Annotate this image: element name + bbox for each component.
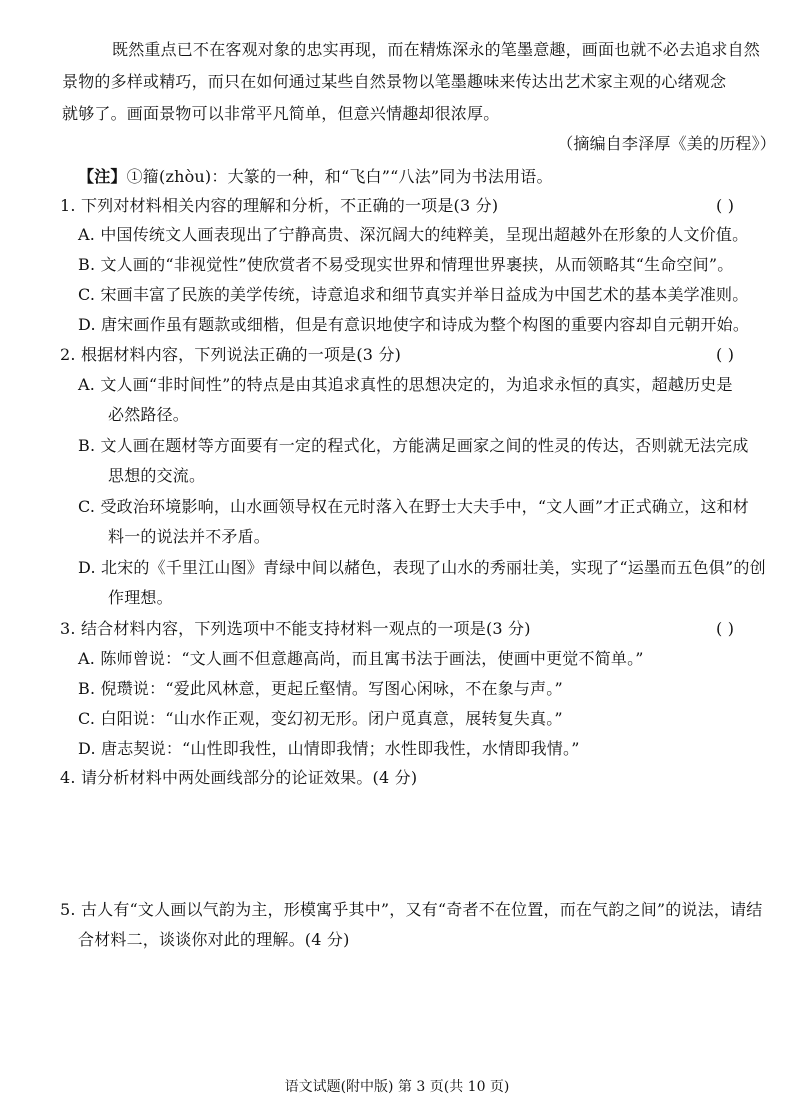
passage-line: 景物的多样或精巧，而只在如何通过某些自然景物以笔墨趣味来传达出艺术家主观的心绪观念	[62, 72, 727, 91]
passage-source: （摘编自李泽厚《美的历程》）	[557, 134, 776, 153]
question-stem: 1. 下列对材料相关内容的理解和分析，不正确的一项是(3 分)	[60, 196, 499, 215]
option-item: C. 宋画丰富了民族的美学传统，诗意追求和细节真实并举日益成为中国艺术的基本美学准则。	[78, 285, 749, 304]
question-stem: 3. 结合材料内容，下列选项中不能支持材料一观点的一项是(3 分)	[60, 619, 531, 638]
passage-line: 就够了。画面景物可以非常平凡简单，但意兴情趣却很浓厚。	[62, 104, 500, 123]
option-continuation: 料一的说法并不矛盾。	[108, 527, 271, 546]
option-continuation: 必然路径。	[108, 405, 190, 424]
option-item: B. 倪瓒说：“爱此风林意，更起丘壑情。写图心闲咏，不在象与声。”	[78, 679, 563, 698]
note	[78, 167, 794, 187]
note-text: ①籀(zhòu)：大篆的一种，和“飞白”“八法”同为书法用语。	[126, 167, 553, 186]
answer-blank: ( )	[716, 345, 735, 364]
answer-blank: ( )	[716, 619, 735, 638]
question-stem: 5. 古人有“文人画以气韵为主，形模寓乎其中”，又有“奇者不在位置，而在气韵之间”的说法，请结	[60, 900, 763, 919]
question-stem-continuation: 合材料二，谈谈你对此的理解。(4 分)	[78, 930, 350, 949]
page-footer: 语文试题(附中版) 第 3 页(共 10 页)	[284, 1079, 510, 1095]
option-item: A. 文人画“非时间性”的特点是由其追求真性的思想决定的，为追求永恒的真实，超越历史是	[78, 375, 733, 394]
option-item: D. 唐志契说：“山性即我性，山情即我情；水性即我性，水情即我情。”	[78, 739, 580, 758]
note-label: 【注】	[78, 167, 127, 186]
option-item: C. 白阳说：“山水作正观，变幻初无形。闭户觅真意，展转复失真。”	[78, 709, 563, 728]
option-item: C. 受政治环境影响，山水画领导权在元时落入在野士大夫手中，“文人画”才正式确立，这和材	[78, 497, 750, 516]
option-item: D. 北宋的《千里江山图》青绿中间以赭色，表现了山水的秀丽壮美，实现了“运墨而五色俱”的创	[78, 558, 766, 577]
passage-line: 既然重点已不在客观对象的忠实再现，而在精炼深永的笔墨意趣，画面也就不必去追求自然	[112, 40, 761, 59]
option-item: D. 唐宋画作虽有题款或细楷，但是有意识地使字和诗成为整个构图的重要内容却自元朝开始。	[78, 315, 750, 334]
option-continuation: 作理想。	[108, 588, 173, 607]
question-stem: 2. 根据材料内容，下列说法正确的一项是(3 分)	[60, 345, 402, 364]
option-item: A. 中国传统文人画表现出了宁静高贵、深沉阔大的纯粹美，呈现出超越外在形象的人文价值。	[78, 225, 749, 244]
answer-blank: ( )	[716, 196, 735, 215]
option-continuation: 思想的交流。	[108, 466, 206, 485]
option-item: B. 文人画的“非视觉性”使欣赏者不易受现实世界和情理世界裹挟，从而领略其“生命空间”。	[78, 255, 734, 274]
option-item: B. 文人画在题材等方面要有一定的程式化，方能满足画家之间的性灵的传达，否则就无法完成	[78, 436, 749, 455]
question-stem: 4. 请分析材料中两处画线部分的论证效果。(4 分)	[60, 768, 418, 787]
option-item: A. 陈师曾说：“文人画不但意趣高尚，而且寓书法于画法，使画中更觉不简单。”	[78, 649, 644, 668]
